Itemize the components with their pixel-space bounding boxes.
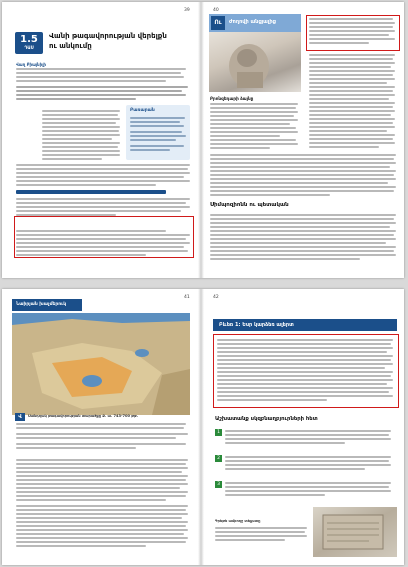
caption-title: Բրոնզեդարի ձայնը xyxy=(210,96,254,101)
map-title-bar xyxy=(12,299,82,311)
bottom-book-spread xyxy=(2,289,404,565)
list-item xyxy=(215,429,395,451)
bottom-spread-gutter xyxy=(198,289,204,565)
sculpture-illustration xyxy=(209,32,301,92)
highlighted-passage-frame xyxy=(14,216,194,258)
bottom-right-page xyxy=(205,289,404,565)
subhead: Աշխատանք սկզբնաղբյուրների հետ xyxy=(215,416,318,422)
top-right-page xyxy=(205,2,404,278)
vocabulary-title: Բառարան xyxy=(130,108,155,113)
bottom-left-page xyxy=(2,289,201,565)
chapter-badge-sub: ԴԱՍ xyxy=(24,45,34,50)
artifact-photo xyxy=(313,507,397,557)
sculpture-photo xyxy=(209,32,301,92)
historical-map xyxy=(12,313,190,415)
vocabulary-sidebar xyxy=(126,105,190,160)
chapter-title-line-2: ու անկումը xyxy=(49,42,92,50)
top-book-spread xyxy=(2,2,404,278)
map-illustration xyxy=(12,313,190,415)
list-item xyxy=(215,455,395,477)
map-badge: Վ xyxy=(15,413,25,421)
section-heading: Սիմպոզիոնն ու պետական xyxy=(210,202,289,208)
list-marker: 2 xyxy=(215,455,222,462)
page-number: 42 xyxy=(213,295,219,300)
list-marker: 1 xyxy=(215,429,222,436)
photo-caption: Գրեթե ամբողջ տեքստը xyxy=(215,519,261,523)
section-heading xyxy=(16,190,166,194)
page-number: 39 xyxy=(184,8,190,13)
list-marker: 3 xyxy=(215,481,222,488)
page-number: 40 xyxy=(213,8,219,13)
photo-heading: Ժողովի անցյալից xyxy=(229,19,276,25)
intro-subhead: Վաղ Բիայնիլի xyxy=(16,62,46,67)
top-spread-gutter xyxy=(198,2,204,278)
lesson-tag: Ու xyxy=(211,16,225,30)
chapter-badge xyxy=(15,32,43,54)
banner-title: Բևեռ 1: Եսր կարձեռ ալերտ xyxy=(219,322,294,328)
artifact-illustration xyxy=(313,507,397,557)
top-left-page xyxy=(2,2,201,278)
map-title: Նաիրյան խաչմերուկ xyxy=(16,302,67,307)
highlighted-quote-frame xyxy=(306,15,400,51)
banner xyxy=(213,319,397,331)
photo-header-block xyxy=(209,14,301,32)
page-number: 41 xyxy=(184,295,190,300)
map-caption: Սանդղակ թագավորության տարածքը Ք. ա. 743-700 թթ. xyxy=(28,414,139,418)
chapter-badge-number: 1.5 xyxy=(20,34,38,45)
chapter-title-line-1: Վանի թագավորության վերելքն xyxy=(49,32,167,40)
list-item xyxy=(215,481,395,503)
